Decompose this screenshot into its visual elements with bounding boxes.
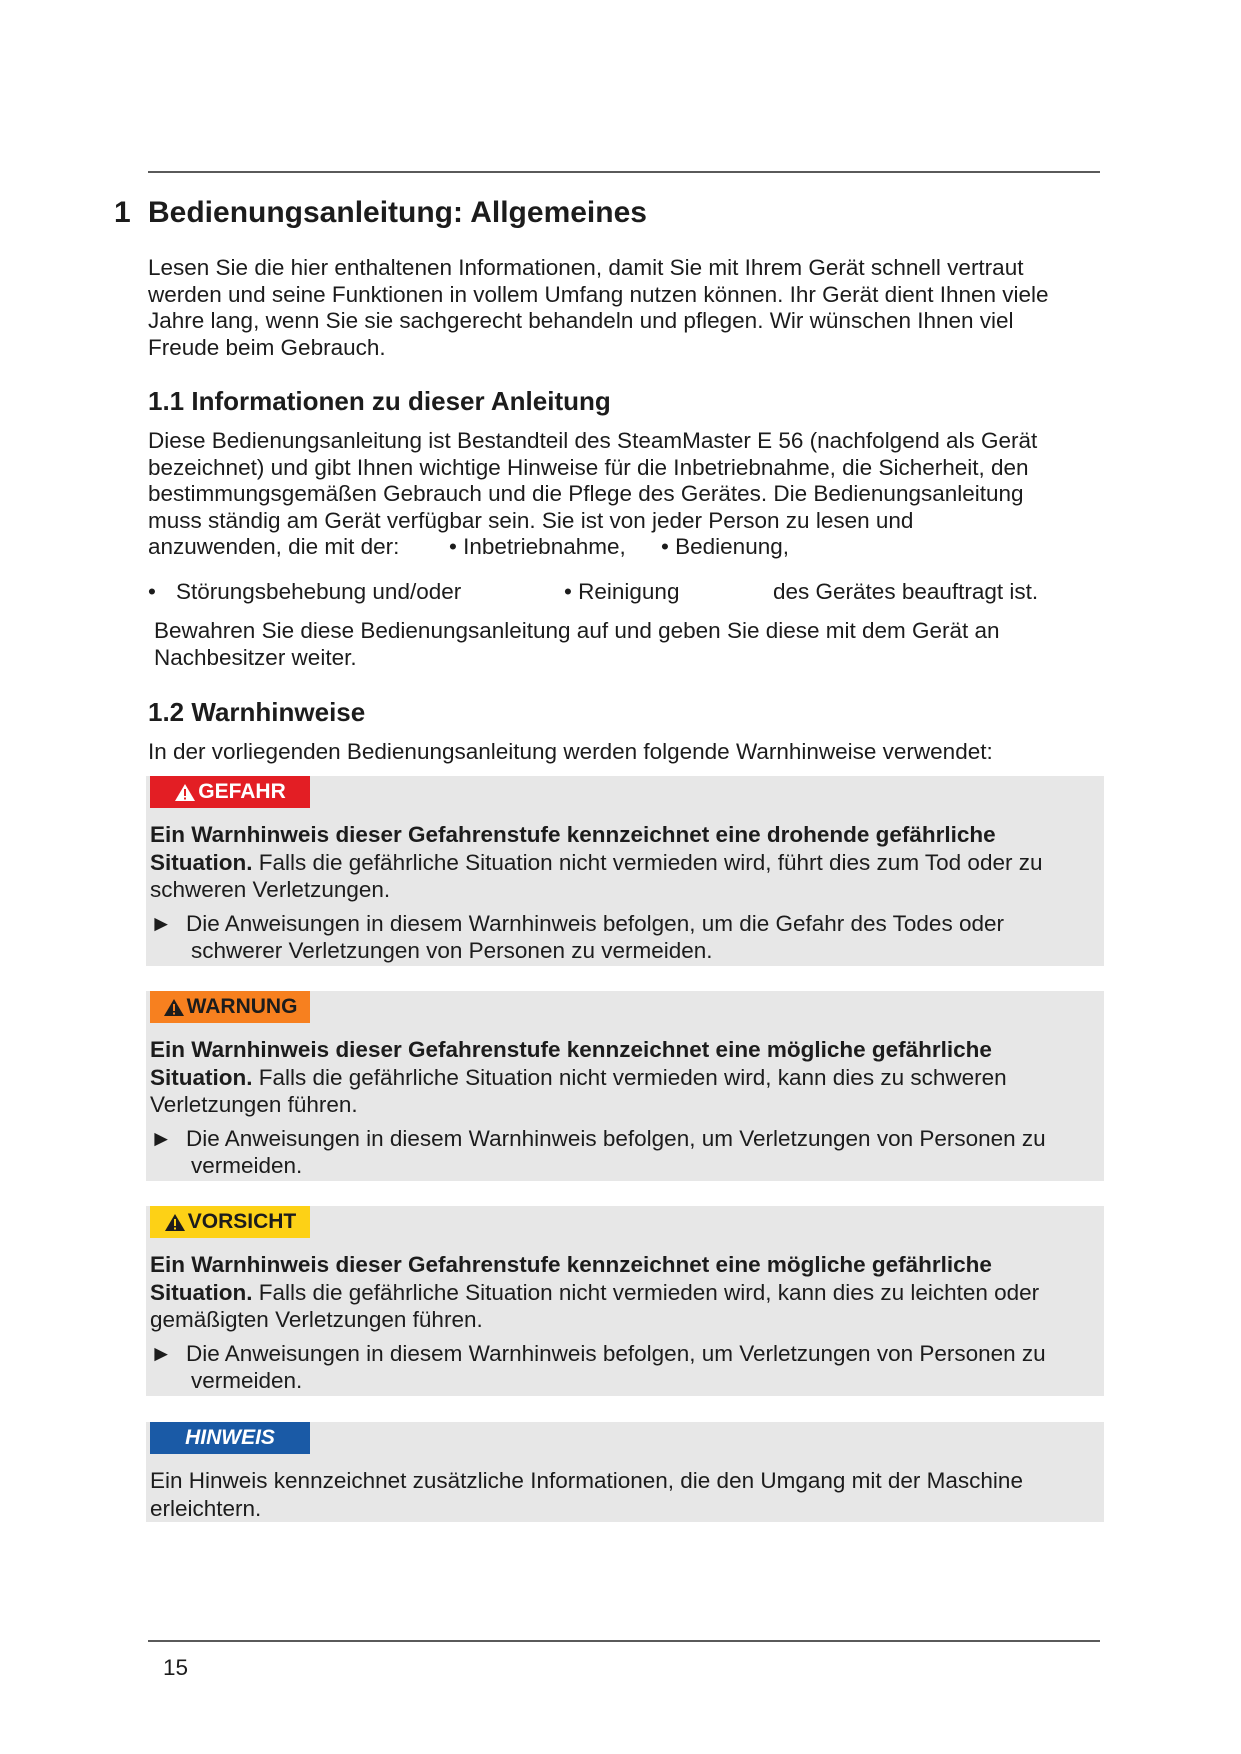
action-line (150, 910, 1100, 938)
page-number: 15 (163, 1655, 189, 1680)
text-line (150, 1279, 1100, 1307)
arrow-icon: ► (150, 1125, 173, 1151)
badge-label: GEFAHR (198, 780, 286, 803)
text-line: bestimmungsgemäßen Gebrauch und die Pflege des Gerätes. Die Bedienungsanleitung (148, 481, 1024, 506)
action-line (150, 1340, 1100, 1368)
text-line: Verletzungen führen. (150, 1092, 358, 1117)
text-line: Ein Hinweis kennzeichnet zusätzliche Informationen, die den Umgang mit der Maschine (150, 1468, 1023, 1493)
bold-text: Ein Warnhinweis dieser Gefahrenstufe kennzeichnet eine mögliche gefährliche (150, 1252, 992, 1277)
badge-label: VORSICHT (187, 1210, 297, 1233)
bold-text: Situation. (150, 1279, 253, 1305)
text-line: Nachbesitzer weiter. (154, 644, 357, 670)
section-title: Bedienungsanleitung: Allgemeines (148, 196, 647, 229)
keep-paragraph (154, 618, 1104, 671)
badge-hinweis (150, 1422, 310, 1454)
action-line: vermeiden. (191, 1368, 303, 1393)
text-line: muss ständig am Gerät verfügbar sein. Sie ist von jeder Person zu lesen und (148, 507, 914, 533)
subsection-title-1-1: 1.1 Informationen zu dieser Anleitung (148, 386, 611, 416)
arrow-icon: ► (150, 910, 173, 936)
action-line: schwerer Verletzungen von Personen zu vermeiden. (191, 938, 713, 963)
bullet-inbetriebnahme: • Inbetriebnahme, (449, 534, 626, 559)
intro-paragraph (148, 255, 1098, 361)
arrow-icon: ► (150, 1340, 173, 1366)
text-line: gemäßigten Verletzungen führen. (150, 1307, 483, 1332)
text-line: erleichtern. (150, 1495, 262, 1521)
action-text: Die Anweisungen in diesem Warnhinweis befolgen, um Verletzungen von Personen zu (186, 1340, 1046, 1366)
info-paragraph (148, 428, 1098, 561)
bullet-end: des Gerätes beauftragt ist. (773, 579, 1039, 604)
text-line: Lesen Sie die hier enthaltenen Informationen, damit Sie mit Ihrem Gerät schnell vertraut (148, 255, 1024, 280)
bullet-row (148, 579, 1098, 606)
bold-text: Ein Warnhinweis dieser Gefahrenstufe kennzeichnet eine mögliche gefährliche (150, 1037, 992, 1062)
subsection-title-1-2: 1.2 Warnhinweise (148, 697, 366, 727)
badge-label: WARNUNG (186, 995, 298, 1018)
warning-text (150, 1251, 1100, 1395)
text-line (150, 1251, 1100, 1279)
text-line (150, 821, 1100, 849)
badge-gefahr (150, 776, 310, 808)
bullet-reinigung: • Reinigung (564, 579, 680, 604)
text-span: Falls die gefährliche Situation nicht vermieden wird, kann dies zu leichten oder (252, 1279, 1040, 1305)
warning-box-gefahr (146, 776, 1104, 966)
bold-text: Situation. (150, 849, 253, 875)
section-number: 1 (114, 196, 131, 229)
text-span: Falls die gefährliche Situation nicht vermieden wird, führt dies zum Tod oder zu (252, 849, 1043, 875)
text-line (150, 1064, 1100, 1092)
text-line: schweren Verletzungen. (150, 877, 391, 902)
footer-rule (148, 1640, 1100, 1642)
bullet-stoerung: Störungsbehebung und/oder (176, 579, 462, 604)
bold-text: Ein Warnhinweis dieser Gefahrenstufe kennzeichnet eine drohende gefährliche (150, 822, 996, 847)
text-line: werden und seine Funktionen in vollem Umfang nutzen können. Ihr Gerät dient Ihnen viele (148, 281, 1049, 307)
warning-box-warnung (146, 991, 1104, 1181)
warning-triangle-icon (174, 783, 196, 802)
bullet-bedienung: • Bedienung, (661, 534, 789, 559)
notice-text (150, 1467, 1100, 1522)
text-line: bezeichnet) und gibt Ihnen wichtige Hinweise für die Inbetriebnahme, die Sicherheit, den (148, 454, 1029, 480)
warning-triangle-icon (164, 1213, 186, 1232)
header-rule (148, 171, 1100, 173)
warning-text (150, 821, 1100, 965)
text-line (148, 534, 1098, 561)
action-text: Die Anweisungen in diesem Warnhinweis befolgen, um die Gefahr des Todes oder (186, 910, 1004, 936)
text-line: Bewahren Sie diese Bedienungsanleitung auf und geben Sie diese mit dem Gerät an (154, 618, 1000, 643)
text-line (150, 849, 1100, 877)
text-line (150, 1036, 1100, 1064)
text-line-start: anzuwenden, die mit der: (148, 534, 400, 559)
warnings-intro: In der vorliegenden Bedienungsanleitung werden folgende Warnhinweise verwendet: (148, 739, 993, 764)
badge-vorsicht (150, 1206, 310, 1238)
text-line: Diese Bedienungsanleitung ist Bestandteil des SteamMaster E 56 (nachfolgend als Gerät (148, 428, 1038, 453)
badge-warnung (150, 991, 310, 1023)
bullet-dot: • (148, 579, 156, 604)
warning-text (150, 1036, 1100, 1180)
warning-triangle-icon (163, 998, 185, 1017)
warning-box-vorsicht (146, 1206, 1104, 1396)
bold-text: Situation. (150, 1064, 253, 1090)
action-line: vermeiden. (191, 1153, 303, 1178)
text-line: Freude beim Gebrauch. (148, 334, 386, 360)
action-line (150, 1125, 1100, 1153)
badge-label: HINWEIS (185, 1426, 275, 1449)
text-line: Jahre lang, wenn Sie sie sachgerecht behandeln und pflegen. Wir wünschen Ihnen viel (148, 308, 1014, 333)
notice-box-hinweis (146, 1422, 1104, 1522)
text-span: Falls die gefährliche Situation nicht vermieden wird, kann dies zu schweren (252, 1064, 1007, 1090)
action-text: Die Anweisungen in diesem Warnhinweis befolgen, um Verletzungen von Personen zu (186, 1125, 1046, 1151)
